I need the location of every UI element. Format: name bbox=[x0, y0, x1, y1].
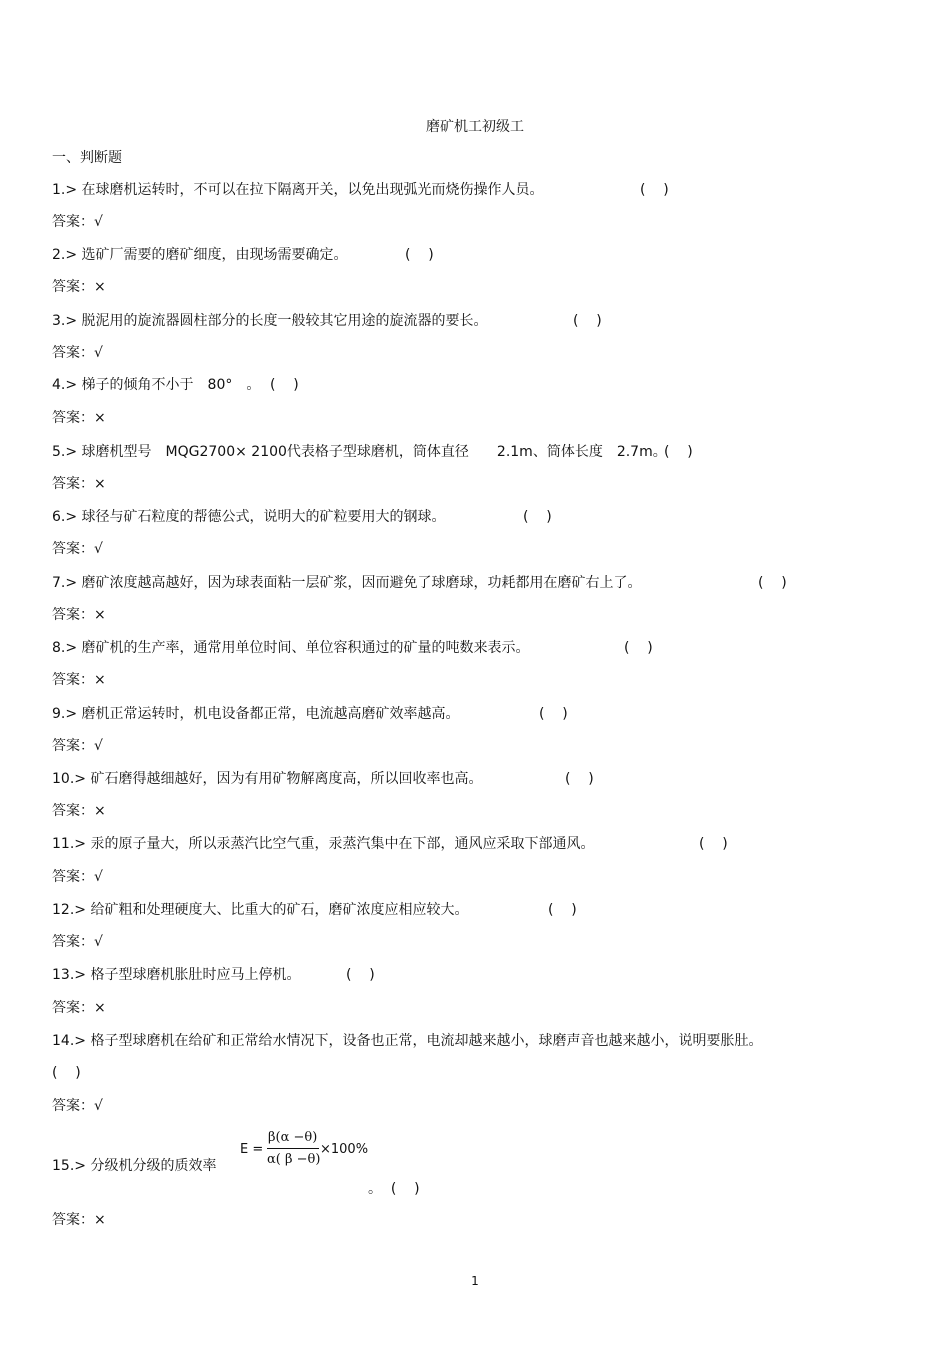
question-8: 8.> 磨矿机的生产率，通常用单位时间、单位容积通过的矿量的吨数来表示。 bbox=[52, 640, 530, 656]
answer-blank-12: ( ) bbox=[548, 902, 577, 918]
answer-blank-2: ( ) bbox=[405, 247, 434, 263]
answer-12: 答案：√ bbox=[52, 934, 103, 950]
question-3: 3.> 脱泥用的旋流器圆柱部分的长度一般较其它用途的旋流器的要长。 bbox=[52, 313, 488, 329]
answer-14: 答案：√ bbox=[52, 1098, 103, 1114]
answer-7: 答案：× bbox=[52, 607, 106, 623]
answer-2: 答案：× bbox=[52, 279, 106, 295]
answer-1: 答案：√ bbox=[52, 214, 103, 230]
question-9: 9.> 磨机正常运转时，机电设备都正常，电流越高磨矿效率越高。 bbox=[52, 706, 460, 722]
answer-8: 答案：× bbox=[52, 672, 106, 688]
answer-blank-9: ( ) bbox=[539, 706, 568, 722]
question-4: 4.> 梯子的倾角不小于 80° 。 bbox=[52, 377, 261, 393]
question-14: 14.> 格子型球磨机在给矿和正常给水情况下，设备也正常，电流却越来越小，球磨声音也越来越小，说明要胀肚。 bbox=[52, 1033, 763, 1049]
fraction-bar bbox=[267, 1148, 319, 1149]
formula-numerator: β(α −θ) bbox=[268, 1130, 318, 1145]
formula-suffix: ×100% bbox=[320, 1142, 369, 1157]
question-2: 2.> 选矿厂需要的磨矿细度，由现场需要确定。 bbox=[52, 247, 348, 263]
answer-11: 答案：√ bbox=[52, 869, 103, 885]
page-number: 1 bbox=[471, 1274, 479, 1288]
question-12: 12.> 给矿粗和处理硬度大、比重大的矿石，磨矿浓度应相应较大。 bbox=[52, 902, 469, 918]
section-heading: 一、判断题 bbox=[52, 150, 122, 166]
answer-6: 答案：√ bbox=[52, 541, 103, 557]
question-7: 7.> 磨矿浓度越高越好，因为球表面粘一层矿浆，因而避免了球磨球，功耗都用在磨矿右上了。 bbox=[52, 575, 642, 591]
answer-blank-15: 。 ( ) bbox=[368, 1181, 420, 1197]
formula-denominator: α( β −θ) bbox=[267, 1152, 321, 1167]
question-6: 6.> 球径与矿石粒度的帮德公式，说明大的矿粒要用大的钢球。 bbox=[52, 509, 446, 525]
answer-13: 答案：× bbox=[52, 1000, 106, 1016]
answer-10: 答案：× bbox=[52, 803, 106, 819]
page-title: 磨矿机工初级工 bbox=[426, 119, 524, 135]
answer-blank-3: ( ) bbox=[573, 313, 602, 329]
answer-blank-14: ( ) bbox=[52, 1065, 81, 1081]
answer-blank-4: ( ) bbox=[270, 377, 299, 393]
answer-blank-7: ( ) bbox=[758, 575, 787, 591]
answer-blank-10: ( ) bbox=[565, 771, 594, 787]
answer-blank-6: ( ) bbox=[523, 509, 552, 525]
answer-4: 答案：× bbox=[52, 410, 106, 426]
answer-blank-5: ( ) bbox=[664, 444, 693, 460]
answer-blank-11: ( ) bbox=[699, 836, 728, 852]
answer-blank-1: ( ) bbox=[640, 182, 669, 198]
answer-5: 答案：× bbox=[52, 476, 106, 492]
question-13: 13.> 格子型球磨机胀肚时应马上停机。 bbox=[52, 967, 301, 983]
formula-lhs: E = bbox=[240, 1142, 264, 1157]
question-1: 1.> 在球磨机运转时，不可以在拉下隔离开关，以免出现弧光而烧伤操作人员。 bbox=[52, 182, 544, 198]
answer-3: 答案：√ bbox=[52, 345, 103, 361]
answer-blank-13: ( ) bbox=[346, 967, 375, 983]
answer-15: 答案：× bbox=[52, 1212, 106, 1228]
answer-blank-8: ( ) bbox=[624, 640, 653, 656]
question-10: 10.> 矿石磨得越细越好，因为有用矿物解离度高，所以回收率也高。 bbox=[52, 771, 483, 787]
question-15: 15.> 分级机分级的质效率 bbox=[52, 1158, 217, 1174]
efficiency-formula bbox=[240, 1128, 380, 1172]
answer-9: 答案：√ bbox=[52, 738, 103, 754]
question-11: 11.> 汞的原子量大，所以汞蒸汽比空气重，汞蒸汽集中在下部，通风应采取下部通风。 bbox=[52, 836, 595, 852]
question-5: 5.> 球磨机型号 MQG2700× 2100代表格子型球磨机，筒体直径 2.1m、筒体长度 2.7m。 bbox=[52, 444, 667, 460]
